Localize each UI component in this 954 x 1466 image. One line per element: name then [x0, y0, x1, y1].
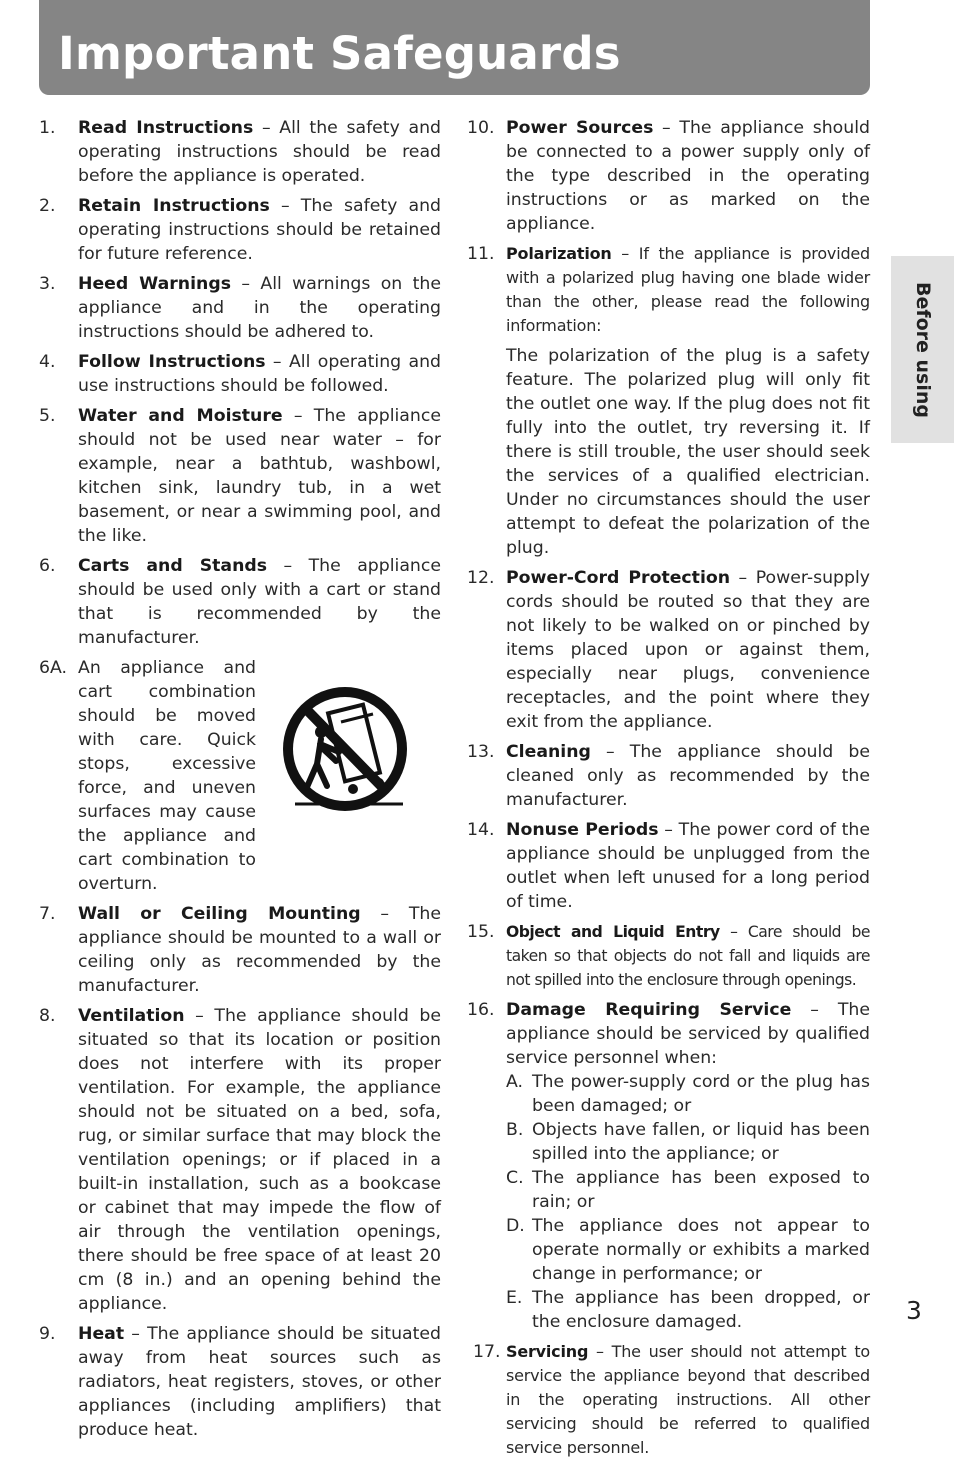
safeguard-item-13 — [467, 740, 870, 812]
item-number: 16. — [467, 1000, 495, 1020]
title-bar — [39, 0, 870, 95]
sub-label: D. — [506, 1216, 525, 1236]
item-text: – The safety and operating instructions should be retained for future reference. — [78, 196, 441, 264]
safeguard-item-14 — [467, 818, 870, 914]
item-number: 7. — [39, 904, 56, 924]
sub-label: A. — [506, 1072, 524, 1092]
sub-text: The appliance does not appear to operate normally or exhibits a marked change in performance; or — [532, 1216, 870, 1284]
page-title: Important Safeguards — [58, 27, 621, 80]
cart-tip-over-warning-icon — [256, 656, 436, 896]
safeguard-item-12 — [467, 566, 870, 734]
item-text: – The user should not attempt to service the appliance beyond that described in the operating instructions. All other servicing should be referred to qualified service personnel. — [506, 1342, 870, 1457]
item-heading: Wall or Ceiling Mounting — [78, 904, 361, 924]
item-heading: Object and Liquid Entry — [506, 923, 720, 941]
item-heading: Heat — [78, 1324, 125, 1344]
item-number: 10. — [467, 118, 495, 138]
safeguard-item-4 — [39, 350, 441, 398]
sub-label: B. — [506, 1120, 524, 1140]
item-number: 9. — [39, 1324, 56, 1344]
item-text: – The appliance should be cleaned only as recommended by the manufacturer. — [506, 742, 870, 810]
item-number: 6. — [39, 556, 56, 576]
safeguard-item-6 — [39, 554, 441, 650]
item-text: An appliance and cart combination should be moved with care. Quick stops, excessive force, and uneven surfaces may cause the appliance and cart combination to overturn. — [78, 658, 256, 894]
safeguard-item-3 — [39, 272, 441, 344]
safeguard-item-16 — [467, 998, 870, 1334]
item-heading: Servicing — [506, 1342, 589, 1361]
item-number: 8. — [39, 1006, 56, 1026]
item-number: 2. — [39, 196, 56, 216]
item-heading: Carts and Stands — [78, 556, 268, 576]
safeguard-item-7 — [39, 902, 441, 998]
item-heading: Follow Instructions — [78, 352, 266, 372]
sub-label: C. — [506, 1168, 524, 1188]
service-condition — [506, 1118, 870, 1166]
item-number: 12. — [467, 568, 495, 588]
item-text: – All the safety and operating instructions should be read before the appliance is operated. — [78, 118, 441, 186]
item-heading: Retain Instructions — [78, 196, 270, 216]
item-number: 17. — [473, 1342, 501, 1362]
item-number: 4. — [39, 352, 56, 372]
side-tab — [891, 256, 954, 443]
item-text: – The appliance should not be used near water – for example, near a bathtub, washbowl, kitchen sink, laundry tub, in a wet basement, or near a swimming pool, and the like. — [78, 406, 441, 546]
sub-label: E. — [506, 1288, 523, 1308]
item-text: – All operating and use instructions should be followed. — [78, 352, 442, 396]
safeguard-item-10 — [467, 116, 870, 236]
safeguard-item-8 — [39, 1004, 441, 1316]
service-condition — [506, 1070, 870, 1118]
item-number: 13. — [467, 742, 495, 762]
item-text: – The appliance should be connected to a power supply only of the type described in the operating instructions or as marked on the appliance. — [506, 118, 870, 234]
item-heading: Power-Cord Protection — [506, 568, 731, 588]
right-column — [467, 116, 870, 1466]
item-text: – Power-supply cords should be routed so that they are not likely to be walked on or pinched by items placed upon or against them, especially near plugs, convenience receptacles, and the point where they exit from the appliance. — [506, 568, 870, 732]
safeguard-item-15 — [467, 920, 870, 992]
item-text: – If the appliance is provided with a polarized plug having one blade wider than the other, please read the following information: — [506, 244, 870, 335]
item-text: – The appliance should be serviced by qualified service personnel when: — [506, 1000, 870, 1068]
safeguard-item-11 — [467, 242, 870, 338]
item-number: 14. — [467, 820, 495, 840]
item-heading: Ventilation — [78, 1006, 185, 1026]
item-number: 15. — [467, 922, 495, 942]
item-heading: Water and Moisture — [78, 406, 283, 426]
safeguard-item-9 — [39, 1322, 441, 1442]
safeguard-item-17 — [467, 1340, 870, 1460]
item-text: – The appliance should be used only with a cart or stand that is recommended by the manufacturer. — [78, 556, 442, 648]
item-text: – The appliance should be situated away from heat sources such as radiators, heat registers, stoves, or other appliances (including amplifiers) that produce heat. — [78, 1324, 441, 1440]
side-tab-label: Before using — [911, 281, 934, 418]
item-text: – The appliance should be situated so that its location or position does not interfere with its proper ventilation. For example, the appliance should not be situated on a bed, sofa, rug, or similar surface that may block the ventilation openings; or if placed in a built-in installation, such as a bookcase or cabinet that may impede the flow of air through the ventilation openings, there should be free space of at least 20 cm (8 in.) and an opening behind the appliance. — [78, 1006, 441, 1314]
service-condition — [506, 1214, 870, 1286]
sub-text: Objects have fallen, or liquid has been spilled into the appliance; or — [532, 1120, 870, 1164]
item-heading: Heed Warnings — [78, 274, 231, 294]
item-heading: Damage Requiring Service — [506, 1000, 792, 1020]
item-heading: Read Instructions — [78, 118, 254, 138]
safeguard-item-6a — [39, 656, 441, 896]
item-text: – All warnings on the appliance and in the operating instructions should be adhered to. — [78, 274, 441, 342]
item-heading: Nonuse Periods — [506, 820, 659, 840]
safeguard-item-5 — [39, 404, 441, 548]
item-heading: Power Sources — [506, 118, 654, 138]
sub-text: The power-supply cord or the plug has been damaged; or — [532, 1072, 870, 1116]
item-number: 1. — [39, 118, 56, 138]
item-number: 3. — [39, 274, 56, 294]
page-number: 3 — [906, 1296, 922, 1325]
item-number: 11. — [467, 244, 495, 264]
item-text: – The appliance should be mounted to a wall or ceiling only as recommended by the manufacturer. — [78, 904, 441, 996]
item-text: – Care should be taken so that objects do not fall and liquids are not spilled into the enclosure through openings. — [506, 923, 871, 989]
safeguard-item-2 — [39, 194, 441, 266]
service-condition — [506, 1286, 870, 1334]
item-heading: Polarization — [506, 244, 612, 263]
item-number: 6A. — [39, 658, 68, 678]
polarization-note: The polarization of the plug is a safety feature. The polarized plug will only fit the outlet one way. If the plug does not fit fully into the outlet, try reversing it. If there is still trouble, the user should seek the services of a qualified electrician. Under no circumstances should the user attempt to defeat the polarization of the plug. — [506, 346, 870, 558]
item-heading: Cleaning — [506, 742, 591, 762]
service-condition — [506, 1166, 870, 1214]
sub-text: The appliance has been dropped, or the enclosure damaged. — [532, 1288, 870, 1332]
sub-text: The appliance has been exposed to rain; or — [532, 1168, 870, 1212]
item-text: – The power cord of the appliance should be unplugged from the outlet when left unused for a long period of time. — [506, 820, 870, 912]
item-number: 5. — [39, 406, 56, 426]
safeguard-item-1 — [39, 116, 441, 188]
left-column — [39, 116, 441, 1448]
